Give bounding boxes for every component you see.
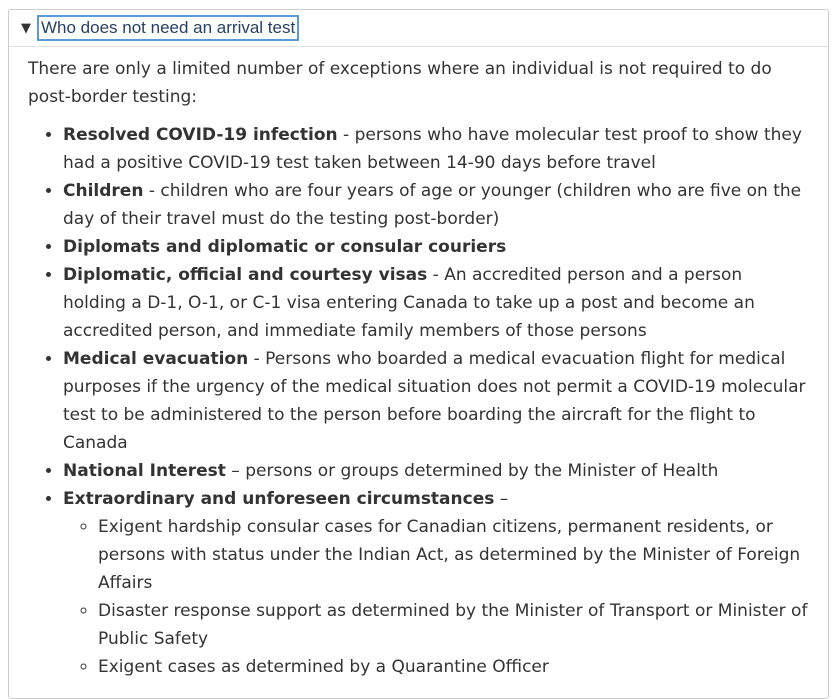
list-item xyxy=(63,457,808,485)
triangle-down-icon[interactable]: ▼ xyxy=(21,20,31,36)
list-item xyxy=(63,177,808,233)
sublist-item: ◦ Exigent cases as determined by a Quarantine Officer xyxy=(98,653,808,681)
item-text: - An accredited person and a person holding a D-1, O-1, or C-1 visa entering Canada to take up a post and become an accredited person, and immediate family members of those persons xyxy=(63,265,755,341)
item-title: Diplomats and diplomatic or consular couriers xyxy=(63,237,507,257)
item-text: – persons or groups determined by the Minister of Health xyxy=(225,461,719,481)
details-summary[interactable] xyxy=(9,10,828,47)
item-title: Diplomatic, official and courtesy visas xyxy=(63,265,428,285)
list-item xyxy=(63,261,808,345)
summary-label[interactable]: Who does not need an arrival test xyxy=(41,18,296,37)
item-title: Children xyxy=(63,181,144,201)
item-text: - children who are four years of age or younger (children who are five on the day of their travel must do the testing post-border) xyxy=(63,181,802,229)
list-item xyxy=(63,121,808,177)
item-title: Medical evacuation xyxy=(63,349,249,369)
list-item xyxy=(63,485,808,681)
item-text: – xyxy=(494,489,509,509)
item-title: National Interest xyxy=(63,461,226,481)
item-text: - persons who have molecular test proof to show they had a positive COVID-19 test taken between 14-90 days before travel xyxy=(63,125,802,173)
sublist-item: ◦ Exigent hardship consular cases for Canadian citizens, permanent residents, or persons with status under the Indian Act, as determined by the Minister of Foreign Affairs xyxy=(98,513,808,597)
circumstances-sublist xyxy=(63,513,808,681)
item-text: - Persons who boarded a medical evacuation flight for medical purposes if the urgency of the medical situation does not permit a COVID-19 molecular test to be administered to the person before boarding the aircraft for the flight to Canada xyxy=(63,349,806,453)
list-item xyxy=(63,233,808,261)
item-title: Resolved COVID-19 infection xyxy=(63,125,338,145)
item-title: Extraordinary and unforeseen circumstances xyxy=(63,489,495,509)
exemptions-list xyxy=(28,121,808,681)
intro-text: There are only a limited number of exceptions where an individual is not required to do post-border testing: xyxy=(28,59,772,107)
sublist-item: ◦ Disaster response support as determined by the Minister of Transport or Minister of Public Safety xyxy=(98,597,808,653)
list-item xyxy=(63,345,808,457)
arrival-test-exemptions-details xyxy=(8,9,829,699)
details-panel xyxy=(9,47,828,681)
